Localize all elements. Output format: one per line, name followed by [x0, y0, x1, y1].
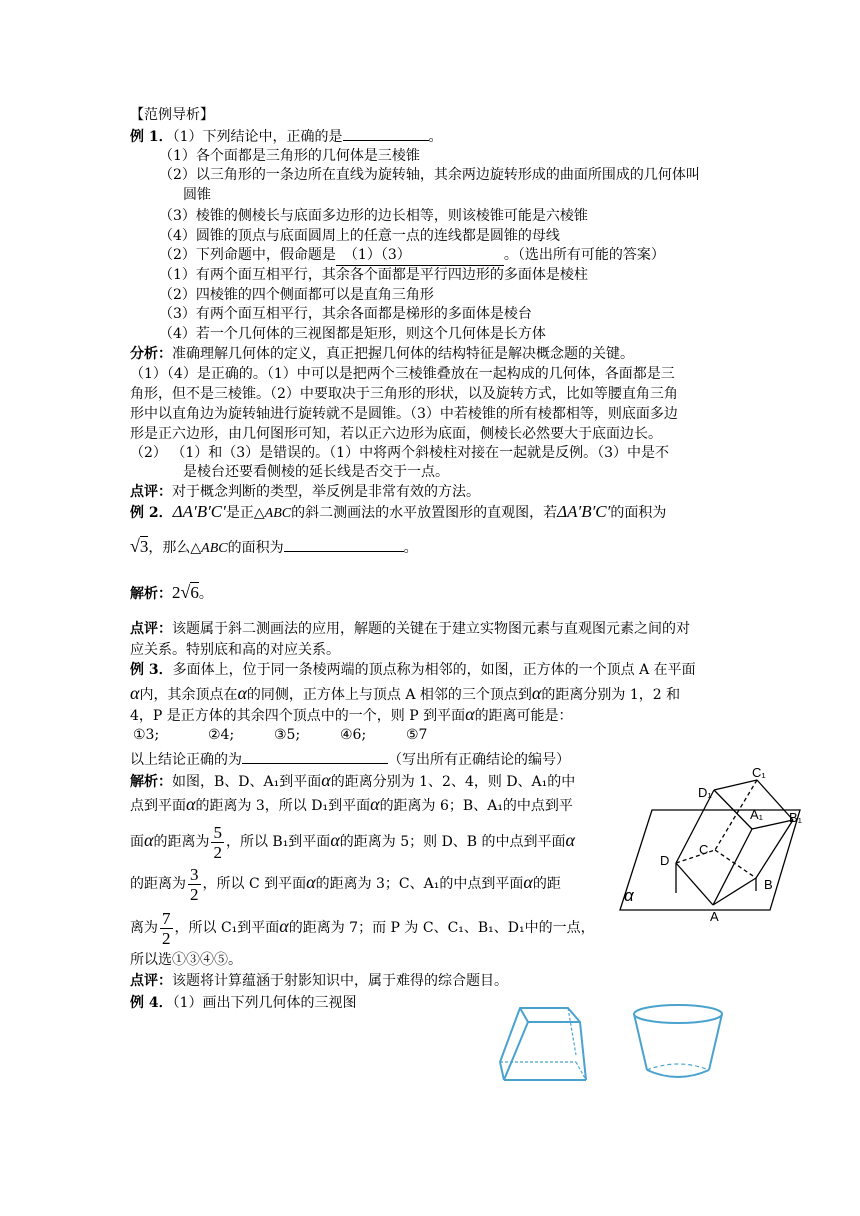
ex1-question-line	[130, 125, 443, 147]
ex2-label: 例 2．	[130, 505, 173, 521]
sqrt-symbol: √	[130, 536, 140, 556]
ex2-text1: 是正△	[225, 505, 265, 521]
sqrt-symbol: √	[180, 582, 191, 602]
label-C1: C₁	[752, 765, 766, 780]
ex3-options	[133, 725, 427, 745]
option-3: ③5;	[274, 727, 301, 743]
ex3-l1: 多面体上，位于同一条棱两端的顶点称为相邻的，如图，正方体的一个顶点 A 在平面	[172, 662, 696, 678]
ex3-l2c: 的距离分别为 1，2 和	[541, 687, 681, 703]
label-alpha: α	[624, 886, 634, 905]
ex2-triangle-2: ΔA′B′C′	[557, 502, 611, 521]
ex1-q1: （1）下列结论中，正确的是	[172, 129, 343, 145]
alpha-symbol: α	[321, 770, 331, 790]
ex2-sol-coef: 2	[172, 583, 181, 602]
label-A1: A₁	[750, 807, 764, 822]
ex2-text3: 的面积为	[610, 505, 667, 521]
ex3-s3c: ，所以 B₁到平面	[225, 834, 331, 850]
ex2-comment-2: 应关系。特别底和高的对应关系。	[130, 642, 340, 658]
ex3-s1: 如图，B、D、A₁到平面	[172, 774, 322, 790]
label-B: B	[764, 877, 773, 892]
ex3-sol-line2	[130, 794, 573, 816]
ex1-judge1: （1）有两个面互相平行，其余各个面都是平行四边形的多面体是棱柱	[159, 267, 588, 283]
ex4-question: （1）画出下列几何体的三视图	[172, 995, 357, 1011]
ex3-line1	[130, 660, 696, 680]
ex1-q2-end: 。（选出所有可能的答案）	[503, 247, 665, 263]
ex1-answer-line6: 是棱台还要看侧棱的延长线是否交于一点。	[183, 464, 449, 480]
ex2-triangle-1: ΔA′B′C′	[172, 502, 226, 521]
ex3-l3b: 的距离可能是：	[474, 708, 573, 724]
ex2-text4: ，那么△	[148, 540, 202, 556]
ex1-item3: （3）棱锥的侧棱长与底面多边形的边长相等，则该棱锥可能是六棱锥	[159, 208, 588, 224]
ex1-analysis	[130, 344, 634, 364]
ex3-l5b: （写出所有正确结论的编号）	[388, 752, 570, 768]
ex1-q2-answer-text: （1）（3）	[343, 247, 411, 263]
alpha-symbol: α	[465, 704, 475, 724]
alpha-symbol: α	[144, 830, 154, 850]
solution-label: 解析：	[130, 774, 172, 790]
ex3-s5: 离为	[130, 920, 158, 936]
ex3-sol-line5	[130, 906, 595, 946]
ex1-q2-answer	[336, 245, 504, 266]
option-1: ①3;	[133, 727, 160, 743]
ex3-l5: 以上结论正确的为	[130, 752, 242, 768]
ex1-label: 例 1．	[130, 129, 173, 145]
ex3-s3b: 的距离为	[153, 834, 210, 850]
ex1-q2: （2）下列命题中，假命题是	[159, 247, 336, 263]
ex2-sol-rad: 6	[190, 583, 199, 602]
fraction-5-2: $\frac{5}{2}$	[213, 822, 222, 862]
ex3-line3	[130, 704, 573, 726]
analysis-text: 准确理解几何体的定义，真正把握几何体的结构特征是解决概念题的关键。	[172, 346, 634, 362]
ex4-label: 例 4．	[130, 995, 173, 1011]
comment-text: 该题属于斜二测画法的应用，解题的关键在于建立实物图元素与直观图元素之间的对	[172, 621, 690, 637]
ex3-s2b: 的距离为 3，所以 D₁到平面	[195, 798, 371, 814]
alpha-symbol: α	[186, 794, 196, 814]
alpha-symbol: α	[130, 683, 140, 703]
ex3-l2b: 的同侧，正方体上与顶点 A 相邻的三个顶点到	[246, 687, 532, 703]
comment-text: 对于概念判断的类型，举反例是非常有效的方法。	[172, 484, 480, 500]
comment-label: 点评：	[130, 621, 172, 637]
ex1-answer-line2: 角形，但不是三棱锥。（2）中要取决于三角形的形状，以及旋转方式，比如等腰直角三角	[130, 386, 678, 402]
alpha-symbol: α	[523, 872, 533, 892]
ex1-q2-line	[159, 245, 665, 266]
ex3-s4: 的距离为	[130, 876, 186, 892]
ex3-sol-line3	[130, 820, 575, 860]
solution-label: 解析：	[130, 586, 172, 602]
alpha-symbol: α	[330, 830, 340, 850]
label-D: D	[660, 853, 670, 868]
ex3-line2	[130, 683, 680, 705]
ex1-comment	[130, 482, 480, 502]
ex3-s2: 点到平面	[130, 798, 186, 814]
ex3-s1b: 的距离分别为 1、2、4，则 D、A₁的中	[330, 774, 576, 790]
ex3-blank	[242, 748, 388, 764]
ex2-blank	[284, 536, 404, 552]
analysis-label: 分析：	[130, 346, 172, 362]
ex2-comment-1	[130, 619, 690, 639]
ex1-item4: （4）圆锥的顶点与底面圆周上的任意一点的连线都是圆锥的母线	[159, 228, 560, 244]
label-A: A	[710, 909, 719, 924]
option-2: ②4;	[208, 727, 235, 743]
ex1-item1: （1）各个面都是三角形的几何体是三棱锥	[159, 148, 420, 164]
ex1-judge3: （3）有两个面互相平行，其余各面都是梯形的多面体是棱台	[159, 306, 532, 322]
ex3-l3a: 4，P 是正方体的其余四个顶点中的一个，则 P 到平面	[130, 708, 466, 724]
ex2-text2: 的斜二测画法的水平放置图形的直观图，若	[291, 505, 558, 521]
ex1-judge2: （2）四棱锥的四个侧面都可以是直角三角形	[159, 287, 434, 303]
ex3-s4c: 的距离为 3；C、A₁的中点到平面	[315, 876, 524, 892]
comment-text: 该题将计算蕴涵于射影知识中，属于难得的综合题目。	[172, 973, 508, 989]
ex1-answer-line5: （2） （1）和（3）是错误的。（1）中将两个斜棱柱对接在一起就是反例。（3）中是不	[130, 445, 669, 461]
fraction-7-2: $\frac{7}{2}$	[162, 908, 171, 948]
ex3-comment	[130, 971, 508, 991]
label-B1: B₁	[789, 810, 803, 825]
ex2-solution	[130, 582, 213, 604]
comment-label: 点评：	[130, 973, 172, 989]
alpha-symbol: α	[565, 830, 575, 850]
ex3-sol-line6: 所以选①③④⑤。	[130, 952, 242, 968]
ex2-text5: 的面积为	[227, 540, 284, 556]
ex3-sol-line4	[130, 862, 561, 902]
ex2-abc: ABC	[264, 506, 292, 521]
ex1-q1-end: 。	[428, 129, 443, 145]
ex3-l2: 内，其余顶点在	[139, 687, 238, 703]
label-D1: D₁	[698, 785, 712, 800]
ex3-s5b: ，所以 C₁到平面	[174, 920, 280, 936]
ex3-label: 例 3．	[130, 662, 173, 678]
ex2-line2	[130, 536, 418, 559]
alpha-symbol: α	[531, 683, 542, 703]
ex3-s4b: ，所以 C 到平面	[202, 876, 307, 892]
ex3-s2c: 的距离为 6；B、A₁的中点到平	[379, 798, 573, 814]
ex1-item2a: （2）以三角形的一条边所在直线为旋转轴，其余两边旋转形成的曲面所围成的几何体叫	[159, 167, 700, 183]
alpha-symbol: α	[279, 916, 289, 936]
ex2-end: 。	[403, 540, 418, 556]
ex2-line1	[130, 502, 666, 524]
ex2-sqrt3: 3	[139, 537, 149, 556]
comment-label: 点评：	[130, 484, 172, 500]
label-C: C	[699, 842, 709, 857]
ex1-judge4: （4）若一个几何体的三视图都是矩形，则这个几何体是长方体	[159, 326, 546, 342]
ex1-answer-line1: （1）（4）是正确的。（1）中可以是把两个三棱锥叠放在一起构成的几何体，各面都是三	[130, 366, 675, 382]
ex4-line	[130, 993, 357, 1013]
ex3-s3: 面	[130, 834, 144, 850]
ex3-s3d: 的距离为 5；则 D、B 的中点到平面	[339, 834, 566, 850]
ex3-line5	[130, 748, 570, 770]
ex1-blank	[343, 125, 429, 141]
ex3-sol-line1	[130, 770, 575, 792]
heading: 【范例导析】	[130, 107, 214, 123]
alpha-symbol: α	[237, 683, 247, 703]
ex1-answer-line4: 形是正六边形，由几何图形可知，若以正六边形为底面，侧棱长必然要大于底面边长。	[130, 426, 662, 442]
option-4: ④6;	[340, 727, 367, 743]
fraction-3-2: $\frac{3}{2}$	[190, 864, 199, 904]
ex3-s4d: 的距	[532, 876, 561, 892]
alpha-symbol: α	[306, 872, 316, 892]
ex1-answer-line3: 形中以直角边为旋转轴进行旋转就不是圆锥。（3）中若棱锥的所有棱都相等，则底面多边	[130, 406, 678, 422]
ex2-sol-end: 。	[198, 586, 213, 602]
option-5: ⑤7	[406, 727, 428, 743]
alpha-symbol: α	[370, 794, 380, 814]
frustum-figure	[490, 1000, 600, 1090]
ex3-s5c: 的距离为 7；而 P 为 C、C₁、B₁、D₁中的一点，	[288, 920, 595, 936]
ex1-item2b: 圆锥	[183, 187, 211, 203]
truncated-cone-figure	[628, 1000, 728, 1085]
ex2-abc2: ABC	[201, 541, 228, 556]
cube-on-plane-figure	[612, 765, 812, 925]
